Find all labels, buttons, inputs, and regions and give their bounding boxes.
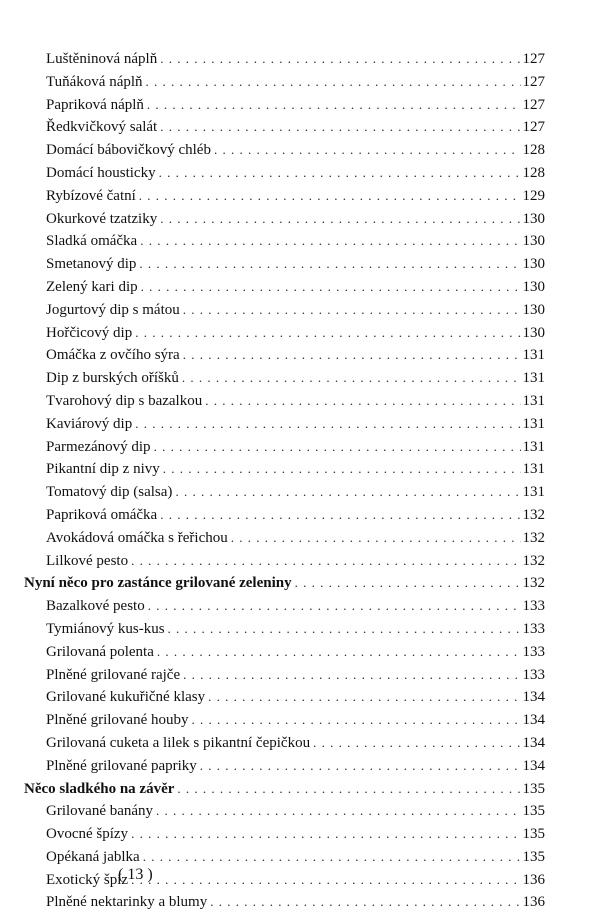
toc-entry-page: 130 (522, 278, 545, 295)
dot-leader (295, 572, 521, 595)
toc-entry-title: Dip z burských oříšků (46, 370, 179, 387)
dot-leader (131, 869, 520, 892)
toc-entry-page: 132 (522, 552, 545, 569)
dot-leader (231, 527, 521, 550)
toc-entry-page: 132 (522, 529, 545, 546)
toc-entry-title: Luštěninová náplň (46, 51, 158, 67)
toc-entry-row (24, 686, 545, 709)
toc-entry-title: Grilované banány (46, 803, 154, 820)
toc-entry-row (24, 48, 545, 71)
dot-leader (143, 846, 521, 869)
toc-entry-title: Lilkové pesto (46, 552, 129, 569)
dot-leader (160, 504, 520, 527)
toc-entry-page: 132 (522, 506, 545, 523)
toc-entry-page: 135 (522, 803, 545, 820)
dot-leader (313, 732, 520, 755)
toc-entry-page: 129 (522, 187, 545, 204)
dot-leader (168, 618, 521, 641)
toc-entry-row (24, 755, 545, 778)
dot-leader (154, 436, 521, 459)
toc-entry-page: 136 (522, 894, 545, 911)
toc-entry-page: 128 (522, 142, 545, 159)
toc-section-row (24, 778, 545, 801)
toc-entry-row (24, 230, 545, 253)
toc-entry-row (24, 94, 545, 117)
toc-entry-title: Grilovaná cuketa a lilek s pikantní čepičkou (46, 734, 311, 751)
toc-entry-title: Ředkvičkový salát (46, 119, 158, 136)
dot-leader (160, 48, 520, 71)
toc-entry-title: Rybízové čatní (46, 187, 136, 204)
toc-entry-title: Tomatový dip (salsa) (46, 484, 173, 501)
page-number (118, 866, 153, 884)
toc-entry-page: 127 (522, 73, 545, 90)
dot-leader (205, 390, 520, 413)
toc-entry-row (24, 504, 545, 527)
toc-entry-page: 128 (522, 164, 545, 181)
dot-leader (214, 139, 521, 162)
toc-entry-title: Plněné grilované rajče (46, 666, 181, 683)
toc-entry-page: 130 (522, 233, 545, 250)
toc-entry-row (24, 344, 545, 367)
toc-entry-page: 131 (522, 415, 545, 432)
toc-entry-page: 135 (522, 826, 545, 843)
toc-entry-page: 132 (522, 575, 545, 592)
dot-leader (183, 299, 521, 322)
dot-leader (159, 162, 521, 185)
toc-entry-row (24, 367, 545, 390)
toc-entry-row (24, 413, 545, 436)
toc-entry-title: Domácí bábovičkový chléb (46, 142, 211, 159)
toc-entry-page: 134 (522, 757, 545, 774)
toc-entry-page: 130 (522, 301, 545, 318)
toc-entry-page: 134 (522, 689, 545, 706)
dot-leader (131, 823, 520, 846)
toc-entry-page: 130 (522, 256, 545, 273)
dot-leader (160, 116, 520, 139)
toc-entry-page: 130 (522, 210, 545, 227)
toc-entry-page: 136 (522, 871, 545, 888)
dot-leader (139, 185, 521, 208)
toc-entry-title: Hořčicový dip (46, 324, 133, 341)
toc-entry-row (24, 550, 545, 573)
toc-entry-row (24, 253, 545, 276)
toc-entry-title: Něco sladkého na závěr (24, 780, 175, 797)
toc-entry-title: Plněné grilované houby (46, 712, 189, 729)
toc-entry-title: Avokádová omáčka s řeřichou (46, 529, 228, 546)
toc-entry-row (24, 436, 545, 459)
toc-entry-title: Plněné nektarinky a blumy (46, 894, 208, 911)
toc-entry-row (24, 322, 545, 345)
toc-entry-page: 134 (522, 712, 545, 729)
dot-leader (141, 276, 521, 299)
toc-entry-title: Parmezánový dip (46, 438, 151, 455)
toc-entry-title: Ovocné špízy (46, 826, 129, 843)
toc-entry-page: 131 (522, 438, 545, 455)
dot-leader (147, 94, 521, 117)
toc-entry-page: 131 (522, 392, 545, 409)
dot-leader (156, 800, 520, 823)
toc-entry-title: Grilovaná polenta (46, 643, 154, 660)
toc-entry-title: Sladká omáčka (46, 233, 138, 250)
toc-entry-title: Pikantní dip z nivy (46, 461, 160, 478)
toc-entry-title: Tuňáková náplň (46, 73, 143, 90)
toc-entry-row (24, 664, 545, 687)
toc-entry-page: 133 (522, 598, 545, 615)
toc-entry-row (24, 71, 545, 94)
toc-entry-page: 131 (522, 484, 545, 501)
toc-entry-row (24, 732, 545, 755)
toc-entry-title: Nyní něco pro zastánce grilované zeleniny (24, 575, 292, 592)
toc-entry-page: 127 (522, 51, 545, 67)
toc-entry-page: 133 (522, 620, 545, 637)
toc-entry-row (24, 116, 545, 139)
toc-entry-title: Exotický špíz (46, 871, 129, 888)
toc-entry-row (24, 641, 545, 664)
toc-entry-row (24, 618, 545, 641)
toc-entry-row (24, 800, 545, 823)
toc-entry-page: 127 (522, 96, 545, 113)
toc-entry-row (24, 846, 545, 869)
toc-entry-title: Grilované kukuřičné klasy (46, 689, 206, 706)
toc-entry-title: Plněné grilované papriky (46, 757, 197, 774)
dot-leader (191, 709, 520, 732)
toc-entry-page: 131 (522, 370, 545, 387)
dot-leader (210, 891, 520, 914)
dot-leader (183, 344, 521, 367)
toc-entry-title: Bazalkové pesto (46, 598, 145, 615)
toc-entry-row (24, 891, 545, 914)
toc-entry-title: Papriková omáčka (46, 506, 158, 523)
dot-leader (175, 481, 520, 504)
toc-entry-title: Tvarohový dip s bazalkou (46, 392, 203, 409)
toc-section-row (24, 572, 545, 595)
dot-leader (157, 641, 521, 664)
toc-entry-row (24, 139, 545, 162)
toc-entry-title: Okurkové tzatziky (46, 210, 158, 227)
dot-leader (208, 686, 520, 709)
toc-entry-row (24, 481, 545, 504)
dot-leader (182, 367, 521, 390)
dot-leader (135, 322, 520, 345)
toc-entry-page: 133 (522, 666, 545, 683)
toc-entry-row (24, 458, 545, 481)
dot-leader (131, 550, 520, 573)
toc-entry-row (24, 823, 545, 846)
dot-leader (200, 755, 521, 778)
toc-entry-title: Omáčka z ovčího sýra (46, 347, 180, 364)
toc-entry-title: Kaviárový dip (46, 415, 133, 432)
toc-entry-page: 127 (522, 119, 545, 136)
toc-entry-row (24, 595, 545, 618)
toc-entry-row (24, 208, 545, 231)
dot-leader (177, 778, 520, 801)
dot-leader (148, 595, 521, 618)
toc-entry-page: 133 (522, 643, 545, 660)
toc-entry-title: Papriková náplň (46, 96, 144, 113)
toc-entry-title: Zelený kari dip (46, 278, 138, 295)
page-number-label: ( 13 ) (118, 866, 153, 883)
toc-entry-row (24, 299, 545, 322)
toc-entry-row (24, 709, 545, 732)
dot-leader (139, 253, 520, 276)
dot-leader (183, 664, 520, 687)
toc-entry-row (24, 162, 545, 185)
toc-entry-page: 131 (522, 347, 545, 364)
toc-entry-title: Jogurtový dip s mátou (46, 301, 180, 318)
toc-entry-page: 134 (522, 734, 545, 751)
dot-leader (146, 71, 521, 94)
toc-entry-row (24, 869, 545, 892)
toc-entry-title: Tymiánový kus-kus (46, 620, 165, 637)
toc-entry-row (24, 276, 545, 299)
toc-entry-title: Smetanový dip (46, 256, 137, 273)
dot-leader (163, 458, 521, 481)
dot-leader (135, 413, 520, 436)
toc-entry-page: 135 (522, 848, 545, 865)
dot-leader (140, 230, 520, 253)
table-of-contents (24, 48, 545, 914)
toc-entry-row (24, 185, 545, 208)
toc-entry-page: 131 (522, 461, 545, 478)
toc-entry-title: Domácí housticky (46, 164, 156, 181)
toc-entry-row (24, 390, 545, 413)
toc-entry-page: 135 (522, 780, 545, 797)
toc-entry-title: Opékaná jablka (46, 848, 140, 865)
toc-entry-row (24, 527, 545, 550)
dot-leader (160, 208, 520, 231)
toc-entry-page: 130 (522, 324, 545, 341)
